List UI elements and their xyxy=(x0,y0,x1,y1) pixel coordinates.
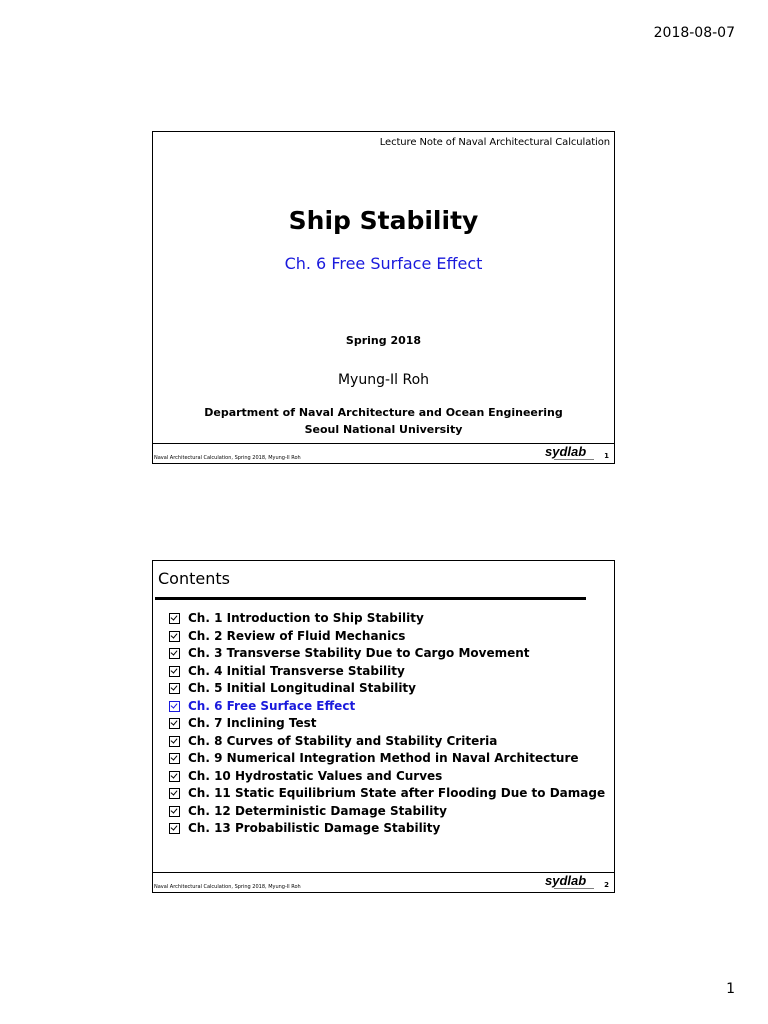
contents-item xyxy=(169,628,605,646)
slide-number: 2 xyxy=(604,881,609,889)
contents-item-label: Ch. 9 Numerical Integration Method in Naval Architecture xyxy=(188,751,579,765)
contents-item xyxy=(169,733,605,751)
lecture-header: Lecture Note of Naval Architectural Calculation xyxy=(379,137,610,148)
checkbox-icon xyxy=(169,683,180,694)
checkbox-icon xyxy=(169,753,180,764)
page-number: 1 xyxy=(726,981,735,997)
checkbox-icon xyxy=(169,788,180,799)
university: Seoul National University xyxy=(304,423,463,436)
contents-item-label: Ch. 7 Inclining Test xyxy=(188,716,317,730)
contents-item xyxy=(169,698,605,716)
checkbox-icon xyxy=(169,666,180,677)
slide-footer: Naval Architectural Calculation, Spring 2018, Myung-Il Roh xyxy=(154,455,301,461)
checkbox-icon xyxy=(169,736,180,747)
svg-text:sydlab: sydlab xyxy=(545,444,587,459)
author: Myung-Il Roh xyxy=(337,372,430,388)
page-date: 2018-08-07 xyxy=(653,25,735,41)
contents-item-label: Ch. 4 Initial Transverse Stability xyxy=(188,663,405,678)
contents-item-label: Ch. 8 Curves of Stability and Stability Criteria xyxy=(188,733,498,748)
checkbox-icon xyxy=(169,613,180,624)
title-underline xyxy=(155,597,586,600)
slide-number: 1 xyxy=(604,452,609,460)
contents-item-label: Ch. 13 Probabilistic Damage Stability xyxy=(188,821,441,835)
checkbox-icon xyxy=(169,648,180,659)
department: Department of Naval Architecture and Ocean Engineering xyxy=(204,406,563,419)
contents-item-label: Ch. 11 Static Equilibrium State after Flooding Due to Damage xyxy=(188,786,606,800)
slide-title: Ship Stability xyxy=(288,206,479,235)
checkbox-icon xyxy=(169,701,180,712)
checkbox-icon xyxy=(169,718,180,729)
contents-item-label: Ch. 5 Initial Longitudinal Stability xyxy=(188,681,416,695)
contents-item xyxy=(169,785,605,803)
contents-item xyxy=(169,768,605,786)
checkbox-icon xyxy=(169,823,180,834)
contents-list xyxy=(169,610,605,838)
checkbox-icon xyxy=(169,806,180,817)
contents-item xyxy=(169,715,605,733)
contents-item-label: Ch. 10 Hydrostatic Values and Curves xyxy=(188,768,443,783)
contents-item-label: Ch. 1 Introduction to Ship Stability xyxy=(188,611,424,625)
contents-item xyxy=(169,610,605,628)
svg-text:sydlab: sydlab xyxy=(545,873,587,888)
contents-item-label: Ch. 12 Deterministic Damage Stability xyxy=(188,803,447,818)
chapter-subtitle: Ch. 6 Free Surface Effect xyxy=(284,254,483,273)
contents-item xyxy=(169,645,605,663)
sydlab-logo xyxy=(544,873,596,891)
checkbox-icon xyxy=(169,771,180,782)
title-slide xyxy=(152,131,615,464)
term: Spring 2018 xyxy=(345,334,422,347)
contents-item-label: Ch. 3 Transverse Stability Due to Cargo Movement xyxy=(188,646,530,660)
checkbox-icon xyxy=(169,631,180,642)
contents-item xyxy=(169,803,605,821)
contents-item xyxy=(169,820,605,838)
contents-slide xyxy=(152,560,615,893)
slide-footer: Naval Architectural Calculation, Spring 2018, Myung-Il Roh xyxy=(154,884,301,890)
contents-title: Contents xyxy=(158,569,230,588)
sydlab-logo xyxy=(544,444,596,462)
contents-item xyxy=(169,750,605,768)
contents-item xyxy=(169,680,605,698)
contents-item-label: Ch. 2 Review of Fluid Mechanics xyxy=(188,628,406,643)
contents-item-label: Ch. 6 Free Surface Effect xyxy=(188,698,356,713)
contents-item xyxy=(169,663,605,681)
